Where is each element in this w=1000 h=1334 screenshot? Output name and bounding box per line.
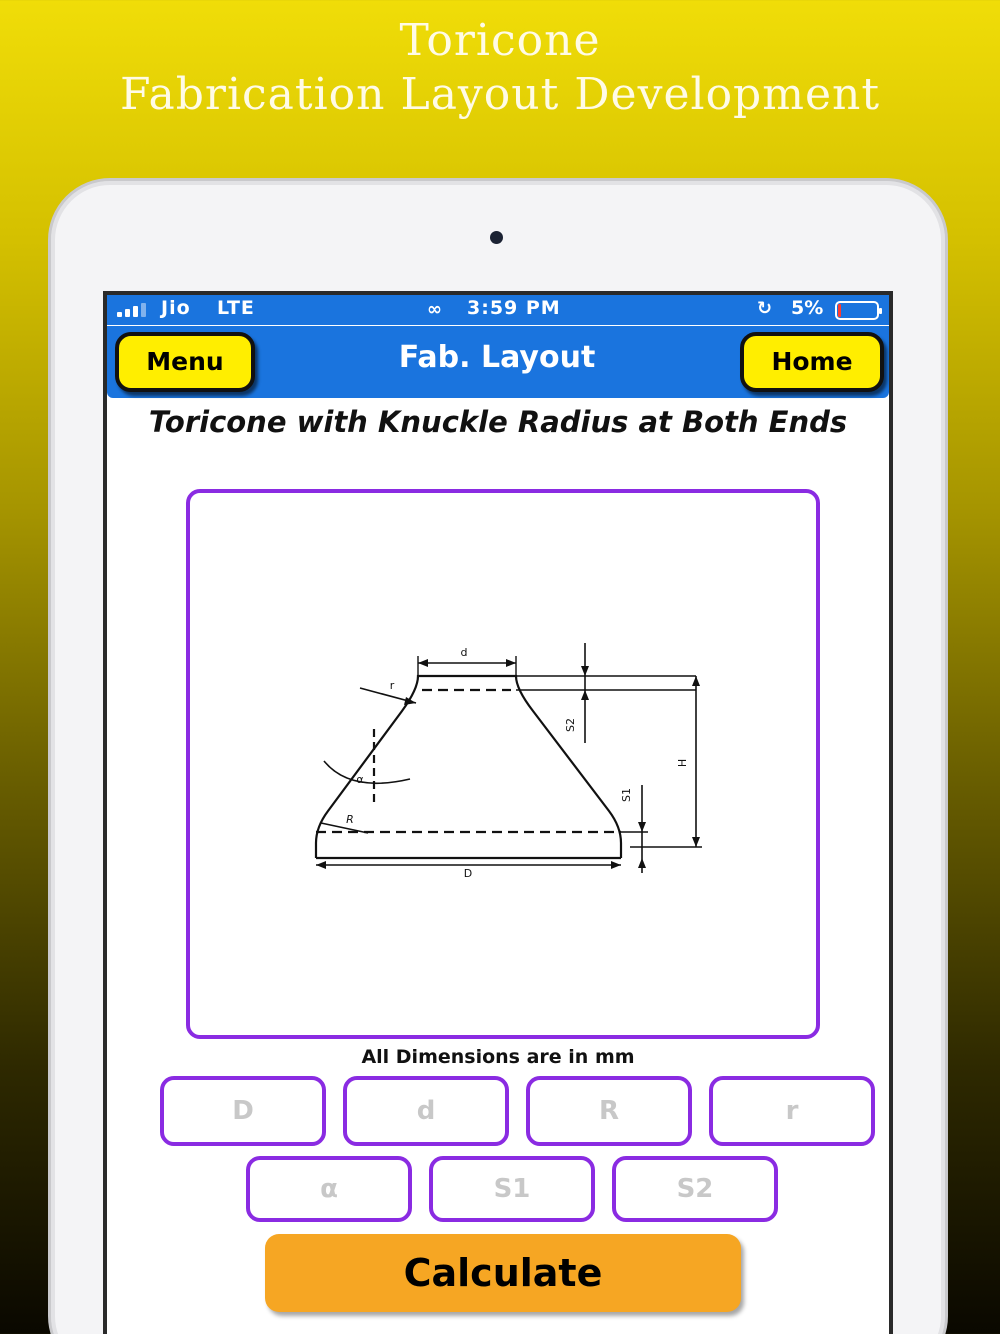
battery-icon: [835, 301, 879, 320]
orientation-lock-icon: ↻: [757, 298, 773, 319]
camera-dot: [490, 231, 503, 244]
page-heading: Toricone with Knuckle Radius at Both Ends: [148, 405, 848, 439]
promo-title: [0, 14, 1000, 122]
app-screen: [103, 291, 893, 1334]
home-button[interactable]: Home: [740, 332, 884, 392]
toricone-drawing: [190, 493, 816, 1035]
signal-icon: [117, 303, 153, 317]
status-bar: [107, 295, 889, 325]
input-s2[interactable]: [612, 1156, 778, 1222]
label-alpha: α: [356, 773, 364, 786]
promo-title-line2: Fabrication Layout Development: [119, 69, 881, 120]
label-d: d: [460, 646, 468, 659]
input-small-r[interactable]: [709, 1076, 875, 1146]
toricone-diagram: [186, 489, 820, 1039]
network-type: LTE: [217, 297, 255, 319]
input-small-d[interactable]: [343, 1076, 509, 1146]
nav-bar: [107, 326, 889, 398]
label-r: r: [389, 679, 395, 692]
label-h: H: [676, 758, 689, 768]
battery-percent: 5%: [791, 297, 824, 319]
input-big-d[interactable]: [160, 1076, 326, 1146]
carrier-name: Jio: [161, 297, 191, 319]
menu-button[interactable]: Menu: [115, 332, 255, 392]
link-icon: ∞: [427, 299, 442, 320]
input-big-r[interactable]: [526, 1076, 692, 1146]
label-big-r: R: [346, 813, 354, 826]
input-alpha[interactable]: [246, 1156, 412, 1222]
calculate-button[interactable]: Calculate: [265, 1234, 741, 1312]
status-time: 3:59 PM: [467, 297, 561, 319]
label-s2: S2: [564, 718, 577, 732]
input-s1[interactable]: [429, 1156, 595, 1222]
units-note: All Dimensions are in mm: [361, 1046, 635, 1068]
promo-title-line1: Toricone: [399, 15, 601, 66]
label-s1: S1: [620, 788, 633, 802]
nav-title: Fab. Layout: [398, 340, 596, 375]
label-big-d: D: [463, 867, 473, 880]
